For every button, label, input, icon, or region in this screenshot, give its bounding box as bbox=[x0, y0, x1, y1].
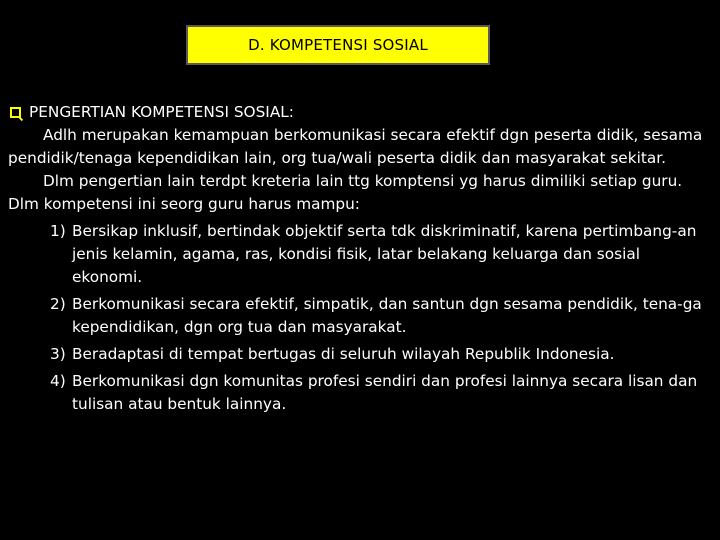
paragraph-definition: Adlh merupakan kemampuan berkomunikasi secara efektif dgn peserta didik, sesama pendidik/tenaga kependidikan lain, org tua/wali peserta didik dan masyarakat sekitar. bbox=[8, 126, 703, 167]
title-box bbox=[186, 25, 490, 65]
slide-title: D. KOMPETENSI SOSIAL bbox=[248, 36, 428, 54]
heading-row bbox=[8, 101, 712, 124]
list-item bbox=[50, 370, 712, 416]
list-number: 3) bbox=[50, 345, 66, 363]
list-number: 2) bbox=[50, 295, 66, 313]
list-item-text: Bersikap inklusif, bertindak objektif serta tdk diskriminatif, karena pertimbang-an jenis kelamin, agama, ras, kondisi fisik, latar belakang keluarga dan sosial ekonomi. bbox=[72, 222, 697, 286]
list-item bbox=[50, 293, 712, 339]
list-item-text: Berkomunikasi dgn komunitas profesi sendiri dan profesi lainnya secara lisan dan tulisan atau bentuk lainnya. bbox=[72, 372, 698, 413]
list-item bbox=[50, 220, 712, 289]
slide-content bbox=[8, 101, 712, 416]
checkbox-bullet-icon bbox=[10, 107, 21, 118]
list-number: 1) bbox=[50, 222, 66, 240]
list-item bbox=[50, 343, 712, 366]
section-heading: PENGERTIAN KOMPETENSI SOSIAL: bbox=[29, 103, 294, 121]
list-item-text: Beradaptasi di tempat bertugas di seluruh wilayah Republik Indonesia. bbox=[72, 345, 615, 363]
paragraph-criteria: Dlm pengertian lain terdpt kreteria lain ttg komptensi yg harus dimiliki setiap guru. Dlm kompetensi ini seorg guru harus mampu: bbox=[8, 172, 683, 213]
competency-list bbox=[8, 220, 712, 416]
list-item-text: Berkomunikasi secara efektif, simpatik, dan santun dgn sesama pendidik, tena-ga kependidikan, dgn org tua dan masyarakat. bbox=[72, 295, 702, 336]
list-number: 4) bbox=[50, 372, 66, 390]
